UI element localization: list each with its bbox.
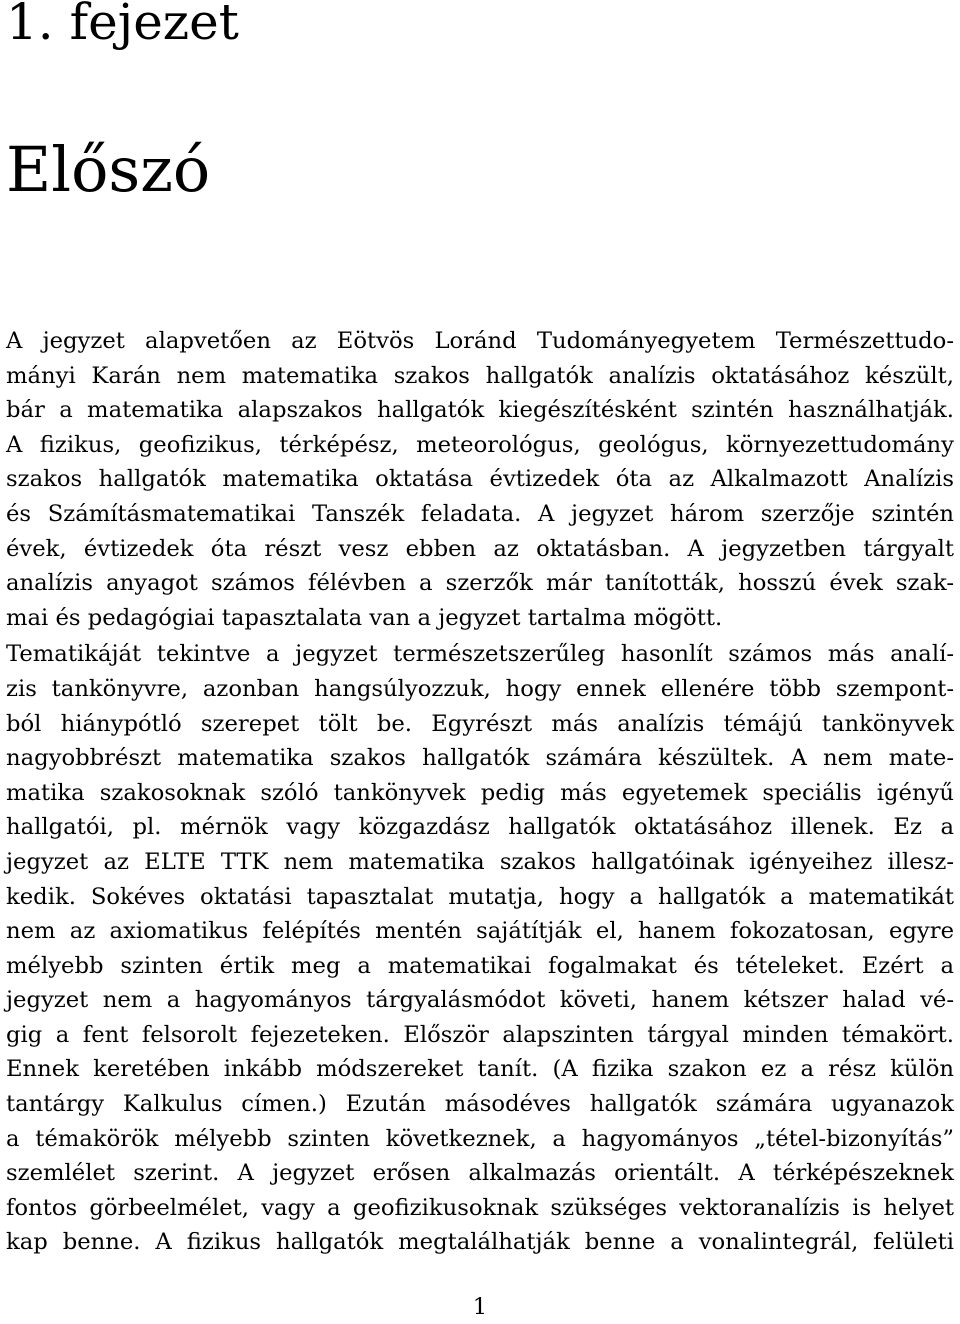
text-line: és Számításmatematikai Tanszék feladata. A jegyzet három szerzője szintén [6,500,954,527]
text-line: mélyebb szinten értik meg a matematikai fogalmakat és tételeket. Ezért a [6,952,954,979]
text-line: ból hiánypótló szerepet tölt be. Egyrészt más analízis témájú tankönyvek [6,710,954,737]
text-line: mai és pedagógiai tapasztalata van a jegyzet tartalma mögött. [6,604,723,631]
text-line: analízis anyagot számos félévben a szerzők már tanították, hosszú évek szak- [6,570,954,597]
text-line: tantárgy Kalkulus címen.) Ezután másodéves hallgatók számára ugyanazok [6,1091,954,1118]
text-line: gig a fent felsorolt fejezeteken. Először alapszinten tárgyal minden témakört. [6,1021,954,1048]
text-line: Ennek keretében inkább módszereket tanít. (A fizika szakon ez a rész külön [6,1056,954,1083]
text-line: szemlélet szerint. A jegyzet erősen alkalmazás orientált. A térképészeknek [6,1160,954,1187]
body-text [6,324,954,1260]
text-line: A fizikus, geofizikus, térképész, meteorológus, geológus, környezettudomány [6,431,954,458]
text-line: hallgatói, pl. mérnök vagy közgazdász hallgatók oktatásához illenek. Ez a [6,814,954,841]
text-line: nem az axiomatikus felépítés mentén sajátítják el, hanem fokozatosan, egyre [6,918,954,945]
text-line: kap benne. A fizikus hallgatók megtalálhatják benne a vonalintegrál, felületi [6,1229,954,1256]
text-line: zis tankönyvre, azonban hangsúlyozzuk, hogy ennek ellenére több szempont- [6,675,954,702]
chapter-label: 1. fejezet [6,0,239,51]
text-line: jegyzet nem a hagyományos tárgyalásmódot követi, hanem kétszer halad vé- [6,987,954,1014]
page-number: 1 [472,1294,488,1320]
text-line: évek, évtizedek óta részt vesz ebben az oktatásban. A jegyzetben tárgyalt [6,535,954,562]
text-line: bár a matematika alapszakos hallgatók kiegészítésként szintén használhatják. [6,397,954,424]
text-line: mányi Karán nem matematika szakos hallgatók analízis oktatásához készült, [6,362,954,389]
text-line: a témakörök mélyebb szinten következnek, a hagyományos „tétel-bizonyítás” [6,1125,954,1152]
text-line: kedik. Sokéves oktatási tapasztalat mutatja, hogy a hallgatók a matematikát [6,883,954,910]
text-line: fontos görbeelmélet, vagy a geofizikusoknak szükséges vektoranalízis is helyet [6,1194,954,1221]
text-line: nagyobbrészt matematika szakos hallgatók számára készültek. A nem mate- [6,745,954,772]
text-line: A jegyzet alapvetően az Eötvös Loránd Tudományegyetem Természettudo- [6,328,954,354]
chapter-title: Előszó [6,133,211,206]
text-line: jegyzet az ELTE TTK nem matematika szakos hallgatóinak igényeihez illesz- [6,848,954,875]
text-line: matika szakosoknak szóló tankönyvek pedig más egyetemek speciális igényű [6,779,954,806]
text-line: Tematikáját tekintve a jegyzet természetszerűleg hasonlít számos más analí- [6,641,954,668]
text-line: szakos hallgatók matematika oktatása évtizedek óta az Alkalmazott Analízis [6,466,954,493]
